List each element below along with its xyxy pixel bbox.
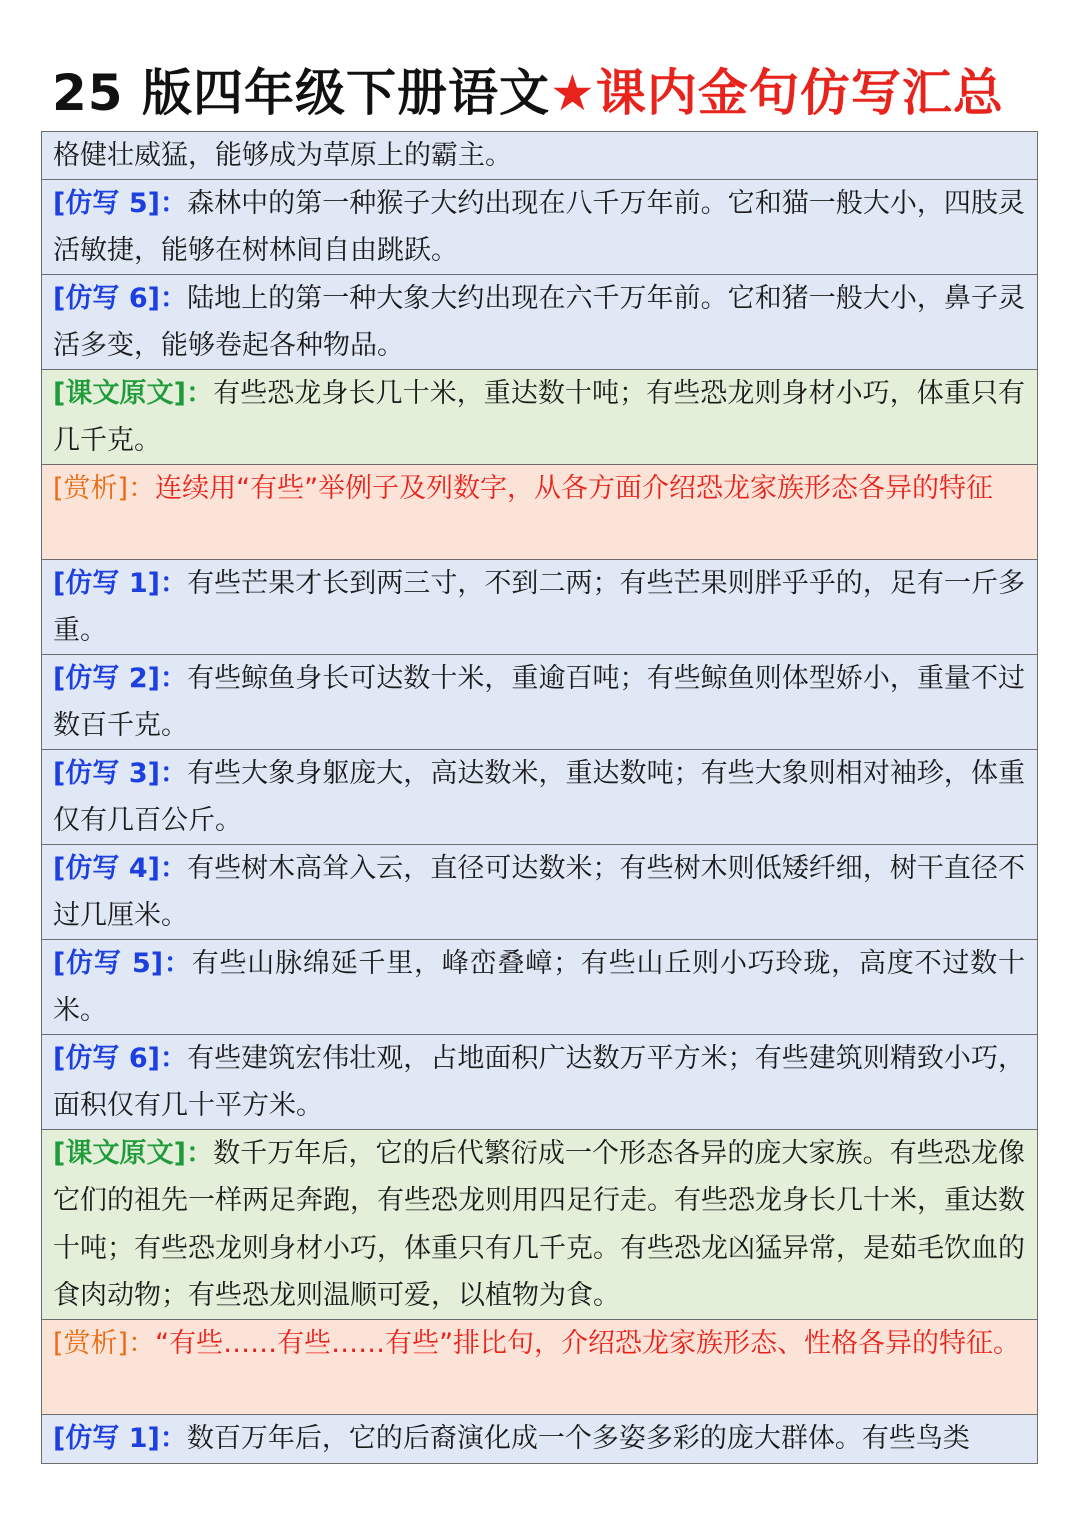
row-label: [课文原文]： — [53, 1137, 214, 1169]
row-text: 有些芒果才长到两三寸，不到二两；有些芒果则胖乎乎的，足有一斤多重。 — [53, 567, 1025, 646]
row-label: [仿写 6]： — [53, 282, 188, 314]
table-row — [42, 275, 1037, 370]
row-text: 数千万年后，它的后代繁衍成一个形态各异的庞大家族。有些恐龙像它们的祖先一样两足奔跑，有些恐龙则用四足行走。有些恐龙身长几十米，重达数十吨；有些恐龙则身材小巧，体重只有几千克。有些恐龙凶猛异常，是茹毛饮血的食肉动物；有些恐龙则温顺可爱，以植物为食。 — [53, 1137, 1026, 1311]
star-icon: ★ — [550, 64, 596, 122]
table-row — [42, 370, 1037, 465]
row-text: “有些……有些……有些”排比句，介绍恐龙家族形态、性格各异的特征。 — [155, 1327, 1021, 1359]
table-row — [42, 560, 1037, 655]
page-title — [52, 58, 1004, 128]
title-grade-text: 25 版四年级下册语文 — [52, 64, 550, 122]
row-label: [仿写 6]： — [53, 1042, 188, 1074]
row-label: [仿写 5]： — [53, 947, 192, 979]
table-row — [42, 465, 1037, 560]
row-text: 有些山脉绵延千里，峰峦叠嶂；有些山丘则小巧玲珑，高度不过数十米。 — [53, 947, 1025, 1026]
row-label: [仿写 2]： — [53, 662, 188, 694]
row-label: [仿写 1]： — [53, 567, 188, 599]
table-row — [42, 132, 1037, 180]
row-text: 陆地上的第一种大象大约出现在六千万年前。它和猪一般大小，鼻子灵活多变，能够卷起各种物品。 — [53, 282, 1025, 361]
row-text: 连续用“有些”举例子及列数字，从各方面介绍恐龙家族形态各异的特征 — [155, 472, 994, 504]
row-text: 有些恐龙身长几十米，重达数十吨；有些恐龙则身材小巧，体重只有几千克。 — [53, 377, 1026, 456]
title-topic-text: 课内金句仿写汇总 — [595, 64, 1004, 122]
row-label: [仿写 1]： — [53, 1422, 187, 1454]
table-row — [42, 1130, 1037, 1320]
table-row — [42, 1035, 1037, 1130]
row-text: 有些建筑宏伟壮观，占地面积广达数万平方米；有些建筑则精致小巧，面积仅有几十平方米。 — [53, 1042, 1025, 1121]
row-text: 数百万年后，它的后裔演化成一个多姿多彩的庞大群体。有些鸟类 — [186, 1422, 970, 1454]
row-text: 有些树木高耸入云，直径可达数米；有些树木则低矮纤细，树干直径不过几厘米。 — [53, 852, 1025, 931]
row-text: 有些鲸鱼身长可达数十米，重逾百吨；有些鲸鱼则体型娇小，重量不过数百千克。 — [53, 662, 1025, 741]
table-row — [42, 940, 1037, 1035]
row-label: [仿写 3]： — [53, 757, 188, 789]
table-row — [42, 655, 1037, 750]
table-row — [42, 845, 1037, 940]
table-row — [42, 1415, 1037, 1465]
row-text: 格健壮威猛，能够成为草原上的霸主。 — [53, 140, 512, 171]
table-row — [42, 750, 1037, 845]
row-text: 森林中的第一种猴子大约出现在八千万年前。它和猫一般大小，四肢灵活敏捷，能够在树林间自由跳跃。 — [53, 187, 1025, 266]
row-text: 有些大象身躯庞大，高达数米，重达数吨；有些大象则相对袖珍，体重仅有几百公斤。 — [53, 757, 1025, 836]
row-label: [课文原文]： — [53, 377, 214, 409]
content-table — [41, 131, 1038, 1464]
row-label: [赏析]： — [53, 472, 156, 504]
table-row — [42, 1320, 1037, 1415]
table-row — [42, 180, 1037, 275]
row-label: [仿写 4]： — [53, 852, 188, 884]
row-label: [赏析]： — [53, 1327, 156, 1359]
row-label: [仿写 5]： — [53, 187, 188, 219]
